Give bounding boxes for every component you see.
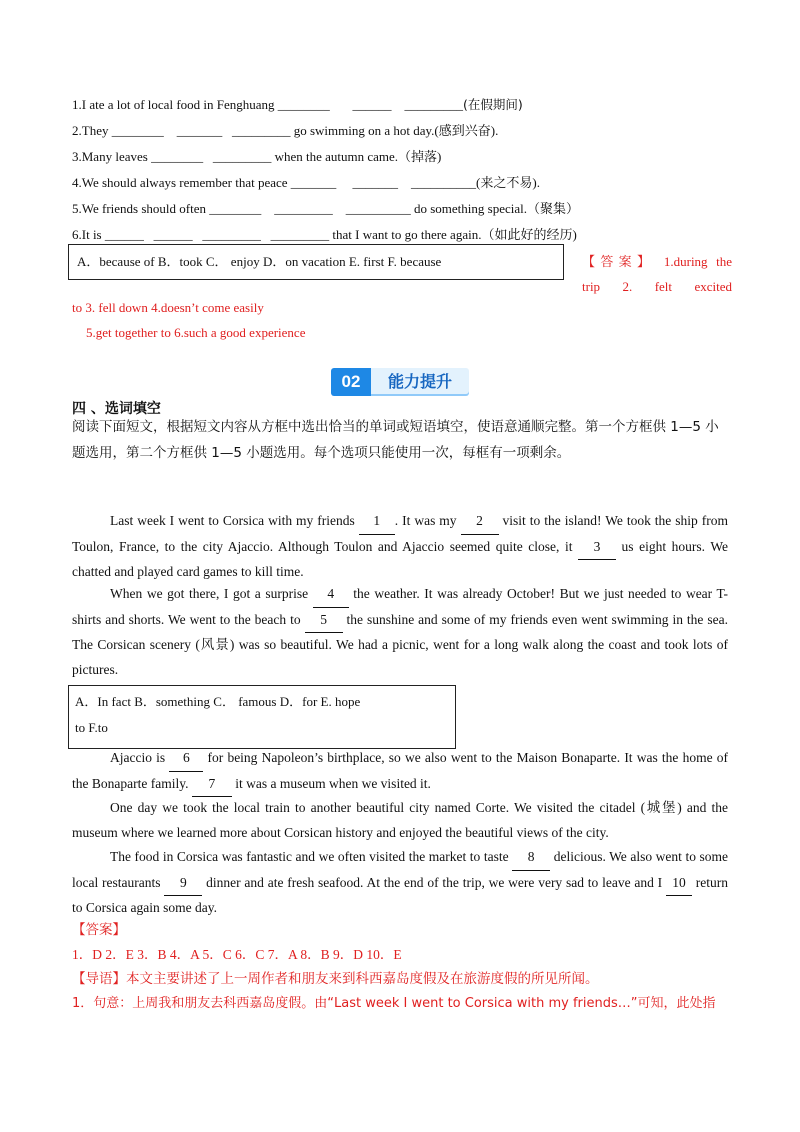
blank: _________ (231, 123, 291, 138)
sentence-text: 1.I ate a lot of local food in Fenghuang (72, 97, 278, 112)
answer-line-3: to 3. fell down 4.doesn’t come easily (72, 300, 264, 315)
badge-number: 02 (331, 368, 371, 396)
blank-10: 10 (666, 871, 692, 897)
answer-label: 【答案】 (582, 255, 656, 270)
blank: _______ (290, 175, 337, 190)
blank-9: 9 (164, 871, 202, 897)
blank-5: 5 (305, 608, 343, 634)
blank-8: 8 (512, 845, 550, 871)
blank-4: 4 (313, 582, 349, 608)
blank-1: 1 (359, 509, 395, 535)
blank: __________ (411, 175, 477, 190)
blank-3: 3 (578, 535, 616, 561)
sentence-4: 4.We should always remember that peace _______ _______ __________(来之不易). (72, 175, 540, 190)
paragraph-1: Last week I went to Corsica with my friends 1 . It was my 2 visit to the island! We took the ship from Toulon, France, to the city Ajaccio. Although Toulon and Ajaccio seemed quite close, it 3 us eight hours. We chatted and played card games to kill time. (72, 509, 728, 585)
blank: _______ (352, 175, 399, 190)
answer-explanation-1: 1．句意：上周我和朋友去科西嘉岛度假。由“Last week I went to Corsica with my friends…”可知，此处指 (72, 995, 716, 1011)
paragraph-4: One day we took the local train to another beautiful city named Corte. We visited the citadel (城堡) and the museum where we learned more about Corsican history and enjoyed the beautiful views of the city. (72, 800, 728, 840)
paragraph-2: When we got there, I got a surprise 4 the weather. It was already October! But we just needed to wear T-shirts and shorts. We went to the beach to 5 the sunshine and some of my friends even went swimming in the sea. The Corsican scenery (风景) was so beautiful. We had a picnic, went for a long walk along the coast and took lots of pictures. (72, 582, 728, 682)
blank: _________ _________ (202, 227, 330, 242)
blank: __________ (345, 201, 411, 216)
section-instructions: 阅读下面短文，根据短文内容从方框中选出恰当的单词或短语填空，使语意通顺完整。第一个方框供 1—5 小题选用，第二个方框供 1—5 小题选用。每个选项只能使用一次，每框有一项剩余。 (72, 419, 719, 461)
blank: ______ (104, 227, 144, 242)
blank-7: 7 (192, 772, 232, 798)
section-title: 四 、选词填空 (72, 401, 161, 417)
blank: _________ (212, 149, 272, 164)
word-bank-2-line-1: A．In fact B．something C． famous D．for E. hope (75, 694, 361, 709)
blank: ________ (277, 97, 330, 112)
sentence-6: 6.It is ______ ______ _________ _________ that I want to go there again.（如此好的经历) (72, 227, 577, 242)
blank: ________ (209, 201, 262, 216)
hint: do something special.（聚集） (410, 201, 579, 216)
blank: ________ (111, 123, 164, 138)
blank-6: 6 (169, 746, 203, 772)
hint: that I want to go there again.（如此好的经历) (329, 227, 577, 242)
answer-label: 【答案】 (72, 922, 126, 938)
answer-section (72, 918, 732, 1016)
hint: go swimming on a hot day.(感到兴奋). (290, 123, 499, 138)
answer-guide: 【导语】本文主要讲述了上一周作者和朋友来到科西嘉岛度假及在旅游度假的所见所闻。 (72, 971, 599, 987)
paragraph-3: Ajaccio is 6 for being Napoleon’s birthplace, so we also went to the Maison Bonaparte. It was the home of the Bonaparte family. 7 it was a museum when we visited it. (72, 746, 728, 797)
sentence-3: 3.Many leaves ________ _________ when the autumn came.（掉落) (72, 149, 442, 164)
answer-part3: 【答案】 1.during the trip 2. felt excited (582, 254, 732, 294)
section-badge (331, 368, 469, 396)
word-bank-2-line-2: to F.to (75, 720, 108, 735)
blank: ______ (153, 227, 193, 242)
blank-2: 2 (461, 509, 499, 535)
hint: when the autumn came.（掉落) (271, 149, 442, 164)
sentence-2: 2.They ________ _______ _________ go swimming on a hot day.(感到兴奋). (72, 123, 499, 138)
word-bank-2 (68, 685, 456, 749)
blank: _________ (404, 97, 464, 112)
sentence-1 (72, 96, 523, 114)
word-bank-options: A．because of B．took C． enjoy D．on vacation E. first F. because (77, 254, 442, 269)
hint: (在假期间) (463, 97, 523, 112)
hint: (来之不易). (476, 175, 540, 190)
answer-line-4: 5.get together to 6.such a good experience (86, 325, 306, 340)
blank: _______ (176, 123, 223, 138)
blank: ________ (151, 149, 204, 164)
answer-list: 1．D 2．E 3．B 4．A 5．C 6．C 7．A 8．B 9．D 10．E (72, 946, 402, 962)
word-bank-1 (68, 244, 564, 280)
blank: ______ (352, 97, 392, 112)
sentence-5: 5.We friends should often ________ _________ __________ do something special.（聚集） (72, 201, 579, 216)
badge-label: 能力提升 (371, 368, 469, 396)
blank: _________ (274, 201, 333, 216)
paragraph-5: The food in Corsica was fantastic and we often visited the market to taste 8 delicious. We also went to some local restaurants 9 dinner and ate fresh seafood. At the end of the trip, we were very sad to leave and I 10 return to Corsica again some day. (72, 845, 728, 921)
